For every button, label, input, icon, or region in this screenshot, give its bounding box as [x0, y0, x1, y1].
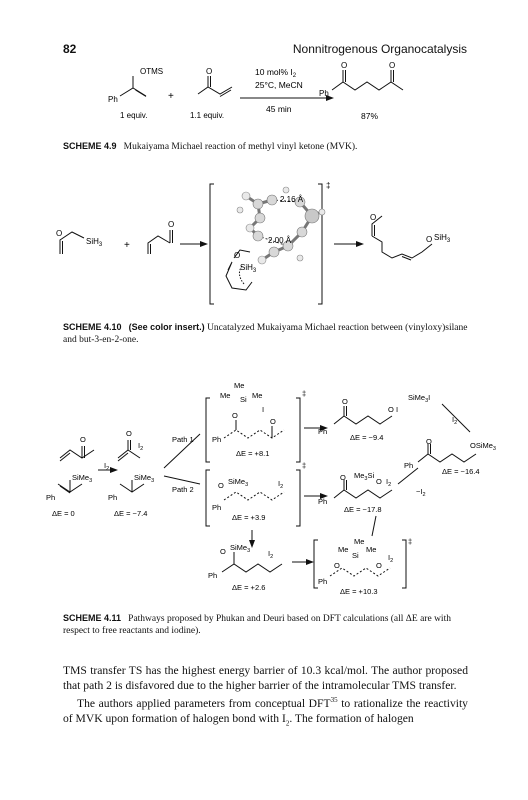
reactant2-o: O — [168, 220, 175, 229]
ts-silyl: SiH$_3$ — [240, 263, 257, 274]
start-ph: Ph — [46, 493, 56, 502]
caption-text: Uncatalyzed Mukaiyama Michael reaction between (vinyloxy)silane and but-3-en-2-one. — [63, 323, 468, 345]
body-text — [63, 663, 468, 731]
ts1-me-top: Me — [234, 381, 245, 390]
ts3-i2: $I_2$ — [388, 553, 394, 564]
ts-o: O — [234, 251, 241, 260]
ts3-o1: O — [334, 561, 340, 570]
scheme-4-9-figure — [0, 62, 528, 134]
ts1-me-right: Me — [252, 391, 263, 400]
reactant2-o: O — [206, 67, 213, 76]
p2-energy: ΔE = −17.8 — [344, 505, 382, 514]
complex-o: O — [126, 429, 132, 438]
ts2-energy: ΔE = +3.9 — [232, 513, 266, 522]
scheme-4-10-figure — [0, 170, 528, 310]
reactant1-ph: Ph — [108, 95, 118, 104]
caption-label: SCHEME 4.10 — [63, 322, 122, 332]
p1-o2: O — [388, 405, 394, 414]
caption-label: SCHEME 4.9 — [63, 141, 117, 151]
distance-1: 2.16 Å — [280, 195, 304, 204]
reactant-o: O — [56, 229, 63, 238]
ts1-ph: Ph — [212, 435, 222, 444]
path1-label: Path 1 — [172, 435, 194, 444]
ts2-ph: Ph — [212, 503, 222, 512]
ts1-energy: ΔE = +8.1 — [236, 449, 270, 458]
condition-temp-solvent: 25°C, MeCN — [255, 80, 303, 90]
start-sime3: SiMe$_3$ — [72, 473, 93, 484]
ts3-ph: Ph — [318, 577, 328, 586]
p2-ph: Ph — [318, 497, 328, 506]
complex-ph: Ph — [108, 493, 118, 502]
complex-sime3: SiMe$_3$ — [134, 473, 155, 484]
complex-energy: ΔE = −7.4 — [114, 509, 148, 518]
ts1-o2: O — [270, 417, 276, 426]
ts3-me-left: Me — [338, 545, 349, 554]
final-osime3: OSiMe$_3$ — [470, 441, 496, 452]
ts3-si: Si — [352, 551, 359, 560]
caption-label: SCHEME 4.11 — [63, 613, 122, 623]
int-sime3: SiMe$_3$ — [230, 543, 251, 554]
p2-i2: $I_2$ — [386, 477, 392, 488]
ts3-o2: O — [376, 561, 382, 570]
ts1-iodine: I — [262, 405, 265, 414]
scheme-4-11-figure — [0, 376, 528, 598]
ts2-dagger: ‡ — [302, 461, 307, 470]
start-energy: ΔE = 0 — [52, 509, 75, 518]
ts1-o1: O — [232, 411, 238, 420]
int-ph: Ph — [208, 571, 218, 580]
sime3i-label: SiMe$_3$I — [408, 393, 431, 404]
running-title: Nonnitrogenous Organocatalysis — [292, 42, 467, 56]
plus-sign: + — [168, 91, 174, 102]
ts-dagger: ‡ — [326, 181, 331, 190]
ts2-o: O — [218, 481, 224, 490]
i2-reagent: $I_2$ — [104, 461, 110, 472]
product-o1: O — [370, 213, 377, 222]
product-silyl: SiH$_3$ — [434, 233, 451, 244]
ts2-sime3: SiMe$_3$ — [228, 477, 249, 488]
caption-bold: (See color insert.) — [128, 322, 205, 332]
start-o: O — [80, 435, 86, 444]
p1-energy: ΔE = −9.4 — [350, 433, 384, 442]
ts3-energy: ΔE = +10.3 — [340, 587, 378, 596]
distance-2: 2.00 Å — [268, 236, 292, 245]
scheme-4-10-caption — [63, 321, 468, 346]
product-yield: 87% — [361, 111, 379, 121]
p2-o1: O — [340, 473, 346, 482]
product-ph: Ph — [319, 89, 329, 98]
final-ph: Ph — [404, 461, 414, 470]
p1-ph: Ph — [318, 427, 328, 436]
product-o1: O — [341, 62, 348, 70]
minus-i2: $-I_2$ — [416, 487, 426, 498]
ts3-me-top: Me — [354, 537, 365, 546]
ts1-me-left: Me — [220, 391, 231, 400]
product-o2: O — [426, 235, 433, 244]
ts1-si: Si — [240, 395, 247, 404]
page-number: 82 — [63, 42, 77, 56]
reactant1-group: OTMS — [140, 67, 164, 76]
int-o: O — [220, 547, 226, 556]
caption-text: Mukaiyama Michael reaction of methyl vinyl ketone (MVK). — [123, 142, 358, 152]
path2-label: Path 2 — [172, 485, 194, 494]
running-header — [0, 42, 528, 58]
plus-sign: + — [124, 240, 130, 251]
complex-i2: $I_2$ — [138, 441, 144, 452]
ts3-dagger: ‡ — [408, 537, 413, 546]
int-i2: $I_2$ — [268, 549, 274, 560]
scheme-4-11-caption — [63, 612, 468, 637]
int-energy: ΔE = +2.6 — [232, 583, 266, 592]
p2-o2: O — [376, 477, 382, 486]
scheme-4-9-caption — [63, 140, 468, 153]
paragraph-1: TMS transfer TS has the highest energy barrier of 10.3 kcal/mol. The author proposed that path 2 is disfavored due to the higher barrier of the intramolecular TMS transfer. — [63, 664, 468, 692]
ts1-dagger: ‡ — [302, 389, 307, 398]
paragraph-2: The authors applied parameters from conceptual DFT$^{35}$ to rationalize the reactivity of MVK upon formation of halogen bond with $I_2$. The formation of halogen — [63, 696, 468, 728]
reactant1-equiv: 1 equiv. — [120, 111, 148, 120]
ts2-i2: $I_2$ — [278, 479, 284, 490]
reactant-silyl: SiH$_3$ — [86, 237, 103, 248]
p1-iodine: I — [396, 405, 399, 414]
i2-side: $I_2$ — [452, 415, 458, 426]
final-o: O — [426, 437, 432, 446]
condition-time: 45 min — [266, 104, 292, 114]
ts3-me-right: Me — [366, 545, 377, 554]
p2-me3si: $Me_3Si$ — [354, 471, 375, 482]
product-o2: O — [389, 62, 396, 70]
caption-text: Pathways proposed by Phukan and Deuri based on DFT calculations (all ΔE are with respect to free reactants and iodine). — [63, 614, 451, 636]
reactant2-equiv: 1.1 equiv. — [190, 111, 225, 120]
final-energy: ΔE = −16.4 — [442, 467, 480, 476]
condition-catalyst: 10 mol% $I_2$ — [255, 67, 297, 79]
p1-o1: O — [342, 397, 348, 406]
